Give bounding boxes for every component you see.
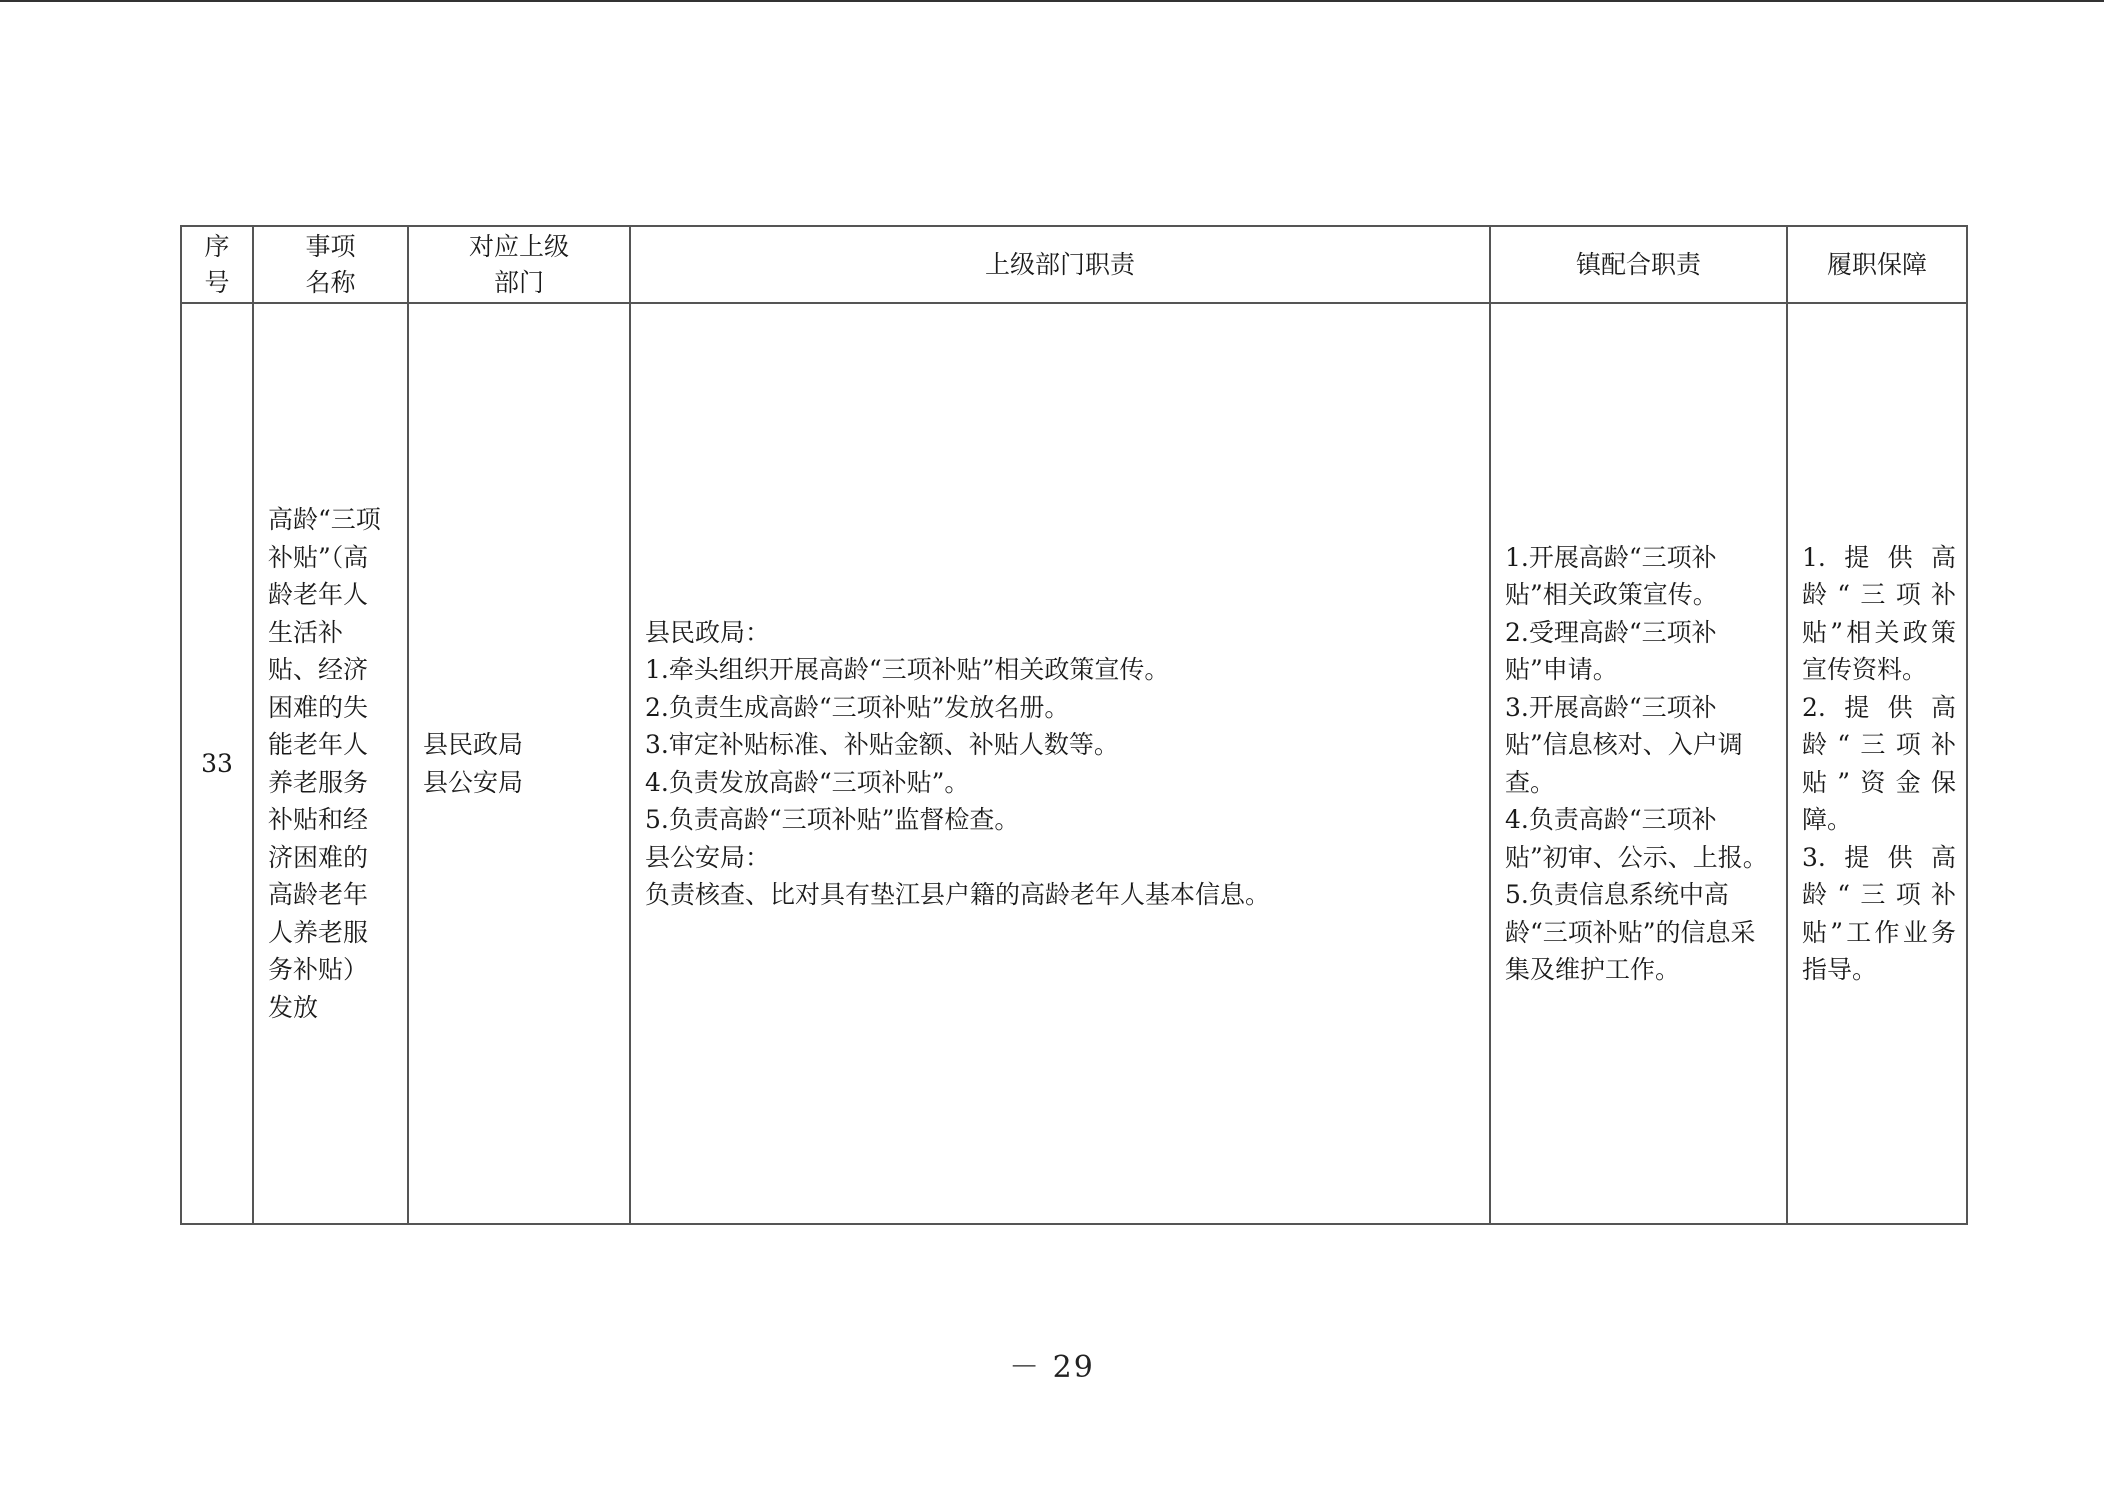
department-item: 县民政局 [423,730,524,759]
header-serial-number: 序 号 [181,226,253,303]
header-upper-department: 对应上级 部门 [408,226,630,303]
row-departments [408,303,630,1224]
row-guarantee [1787,303,1967,1224]
table-row [181,303,1967,1224]
upper-duty-line: 3.审定补贴标准、补贴金额、补贴人数等。 [645,730,1119,759]
header-town-duty: 镇配合职责 [1490,226,1787,303]
town-duty-item: 5.负责信息系统中高龄“三项补贴”的信息采集及维护工作。 [1505,880,1756,984]
town-duty-item: 3.开展高龄“三项补贴”信息核对、入户调查。 [1505,692,1743,797]
table-header-row [181,226,1967,303]
upper-duty-line: 县民政局： [645,617,771,647]
header-upper-duty: 上级部门职责 [630,226,1490,303]
town-duty-item: 2.受理高龄“三项补贴”申请。 [1505,617,1717,684]
page-number: － 29 [1009,1350,1095,1385]
row-town-duty [1490,303,1787,1224]
town-duty-item: 1.开展高龄“三项补贴”相关政策宣传。 [1505,542,1718,609]
row-serial-number: 33 [181,303,253,1224]
town-duty-item: 4.负责高龄“三项补贴”初审、公示、上报。 [1505,805,1768,872]
upper-duty-line: 1.牵头组织开展高龄“三项补贴”相关政策宣传。 [645,655,1170,684]
upper-duty-line: 2.负责生成高龄“三项补贴”发放名册。 [645,692,1070,722]
department-item: 县公安局 [423,767,524,797]
guarantee-item: 2.提供高龄“三项补贴”资金保障。 [1802,692,1956,834]
guarantee-item: 1.提供高龄“三项补贴”相关政策宣传资料。 [1802,542,1956,684]
header-item-name: 事项 名称 [253,226,408,303]
duty-table [180,225,1968,1225]
upper-duty-line: 4.负责发放高龄“三项补贴”。 [645,767,970,797]
page-top-border [0,0,2104,2]
upper-duty-line: 负责核查、比对具有垫江县户籍的高龄老年人基本信息。 [645,880,1271,909]
row-item-name: 高龄“三项补贴”（高龄老年人生活补贴、经济困难的失能老年人养老服务补贴和经济困难的高龄老年人养老服务补贴）发放 [253,303,408,1224]
header-guarantee: 履职保障 [1787,226,1967,303]
upper-duty-line: 县公安局： [645,842,771,872]
row-upper-duty [630,303,1490,1224]
upper-duty-line: 5.负责高龄“三项补贴”监督检查。 [645,805,1020,834]
guarantee-item: 3.提供高龄“三项补贴”工作业务指导。 [1802,842,1956,984]
